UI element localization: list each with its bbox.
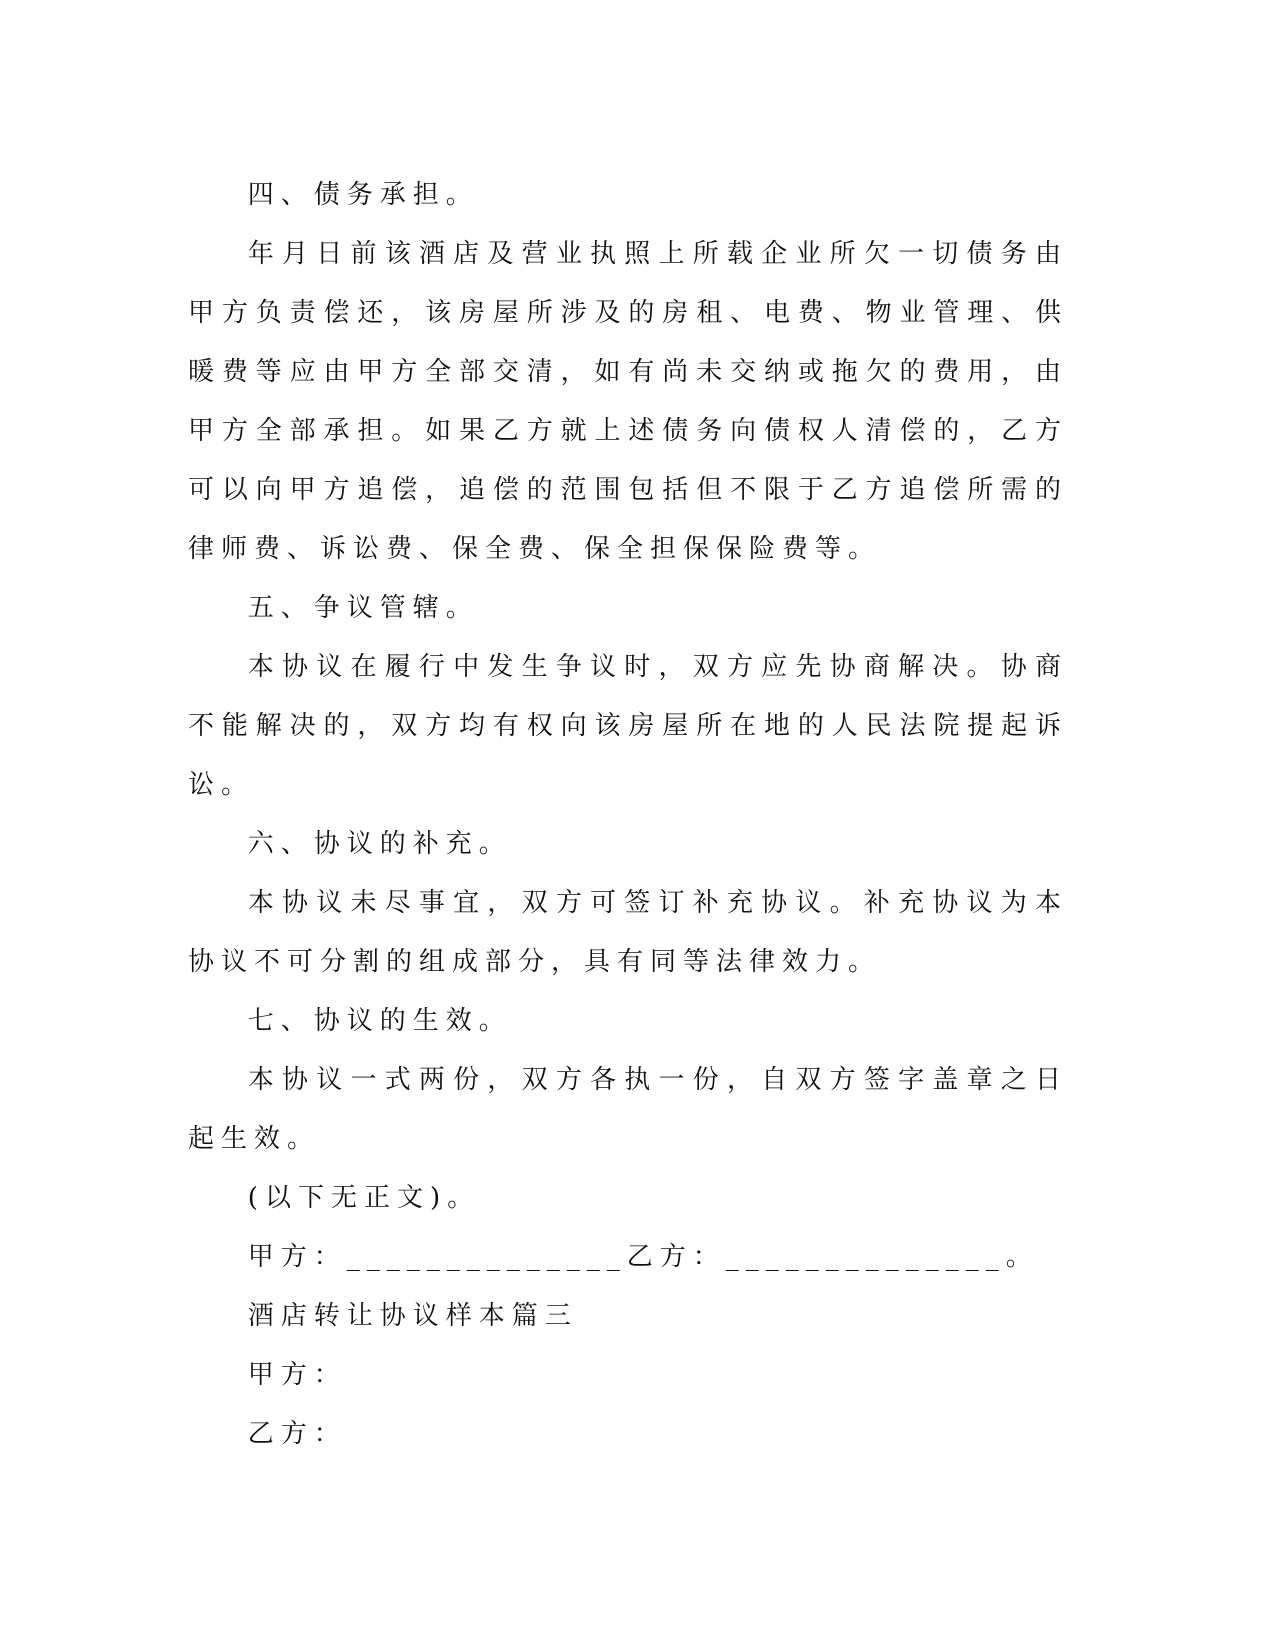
section-heading-debt: 四、债务承担。 (247, 180, 479, 210)
paragraph-supplement-terms: 本协议未尽事宜，双方可签订补充协议。补充协议为本协议不可分割的组成部分，具有同等法律效力。 (188, 888, 1068, 977)
paragraph-dispute-terms: 本协议在履行中发生争议时，双方应先协商解决。协商不能解决的，双方均有权向该房屋所在地的人民法院提起诉讼。 (188, 652, 1068, 800)
party-a-label: 甲方： (247, 1360, 347, 1390)
party-b-label: 乙方： (247, 1419, 347, 1449)
signature-line: 甲方：______________乙方：______________。 (247, 1242, 1039, 1272)
section-heading-dispute: 五、争议管辖。 (247, 593, 479, 623)
next-sample-title: 酒店转让协议样本篇三 (247, 1301, 578, 1331)
section-heading-supplement: 六、协议的补充。 (247, 829, 512, 859)
paragraph-debt-terms: 年月日前该酒店及营业执照上所载企业所欠一切债务由甲方负责偿还，该房屋所涉及的房租、电费、物业管理、供暖费等应由甲方全部交清，如有尚未交纳或拖欠的费用，由甲方全部承担。如果乙方就上述债务向债权人清偿的，乙方可以向甲方追偿，追偿的范围包括但不限于乙方追偿所需的律师费、诉讼费、保全费、保全担保保险费等。 (188, 239, 1068, 564)
section-heading-effect: 七、协议的生效。 (247, 1006, 512, 1036)
paragraph-effect-terms: 本协议一式两份，双方各执一份，自双方签字盖章之日起生效。 (188, 1065, 1068, 1154)
document-body (188, 166, 1068, 1464)
no-further-text-note: (以下无正文)。 (247, 1183, 481, 1213)
